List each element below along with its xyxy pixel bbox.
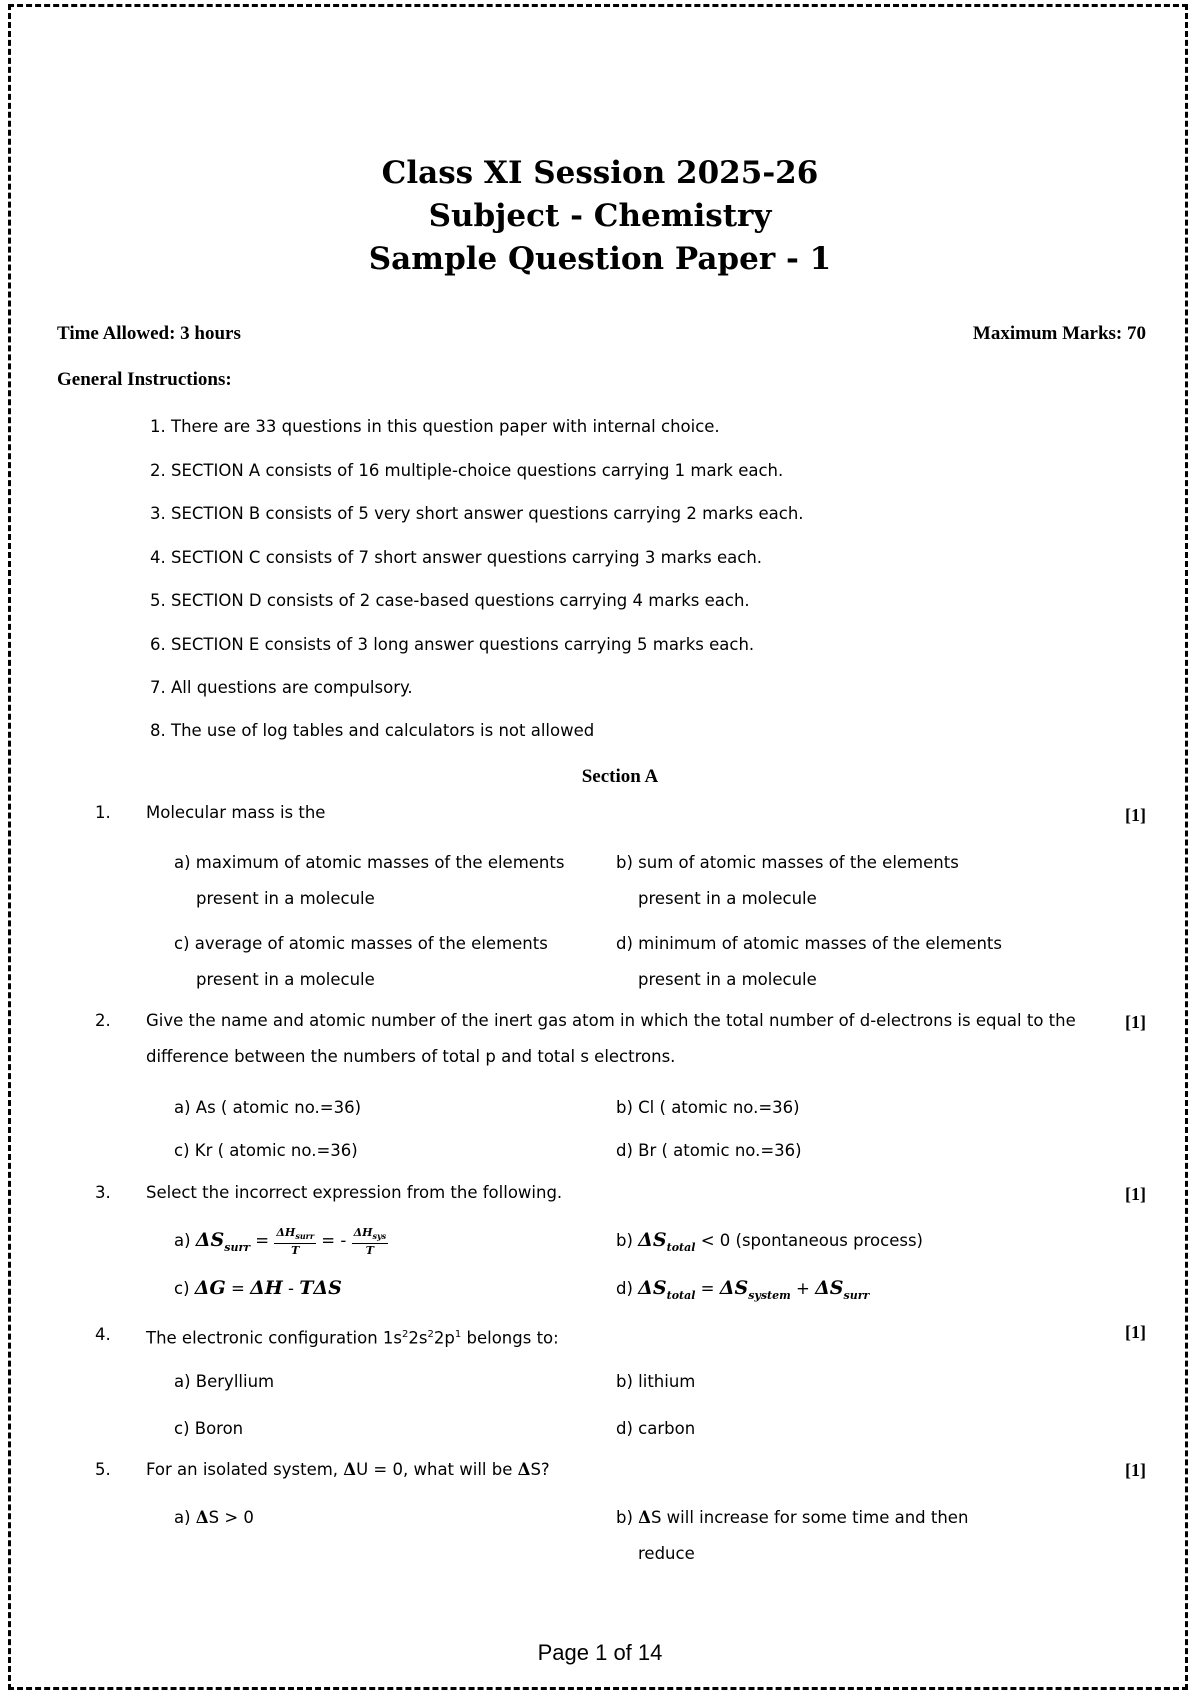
question-1-option-b: b) sum of atomic masses of the elements present in a molecule bbox=[616, 853, 959, 908]
time-allowed: Time Allowed: 3 hours bbox=[57, 323, 241, 344]
question-3-text: Select the incorrect expression from the following. bbox=[146, 1183, 563, 1202]
question-1-text: Molecular mass is the bbox=[146, 803, 326, 822]
paper-title-sample: Sample Question Paper - 1 bbox=[368, 241, 832, 277]
question-5-option-b: b) ΔS will increase for some time and then reduce bbox=[616, 1508, 969, 1563]
question-2-option-c: c) Kr ( atomic no.=36) bbox=[174, 1141, 358, 1160]
question-2-text: Give the name and atomic number of the inert gas atom in which the total number of d-electrons is equal to the difference between the numbers of total p and total s electrons. bbox=[146, 1011, 1076, 1066]
question-2-option-d: d) Br ( atomic no.=36) bbox=[616, 1141, 802, 1160]
question-2-option-b: b) Cl ( atomic no.=36) bbox=[616, 1098, 800, 1117]
question-3-number: 3. bbox=[95, 1183, 111, 1202]
question-4-option-a: a) Beryllium bbox=[174, 1372, 275, 1391]
question-5-text: For an isolated system, ΔU = 0, what will be ΔS? bbox=[146, 1460, 550, 1479]
question-1-option-a: a) maximum of atomic masses of the elements present in a molecule bbox=[174, 853, 565, 908]
question-2-mark: [1] bbox=[1125, 1012, 1146, 1032]
question-1-option-c: c) average of atomic masses of the elements present in a molecule bbox=[174, 934, 548, 989]
question-4-option-c: c) Boron bbox=[174, 1419, 244, 1438]
page-number: Page 1 of 14 bbox=[537, 1640, 663, 1665]
instruction-2: 2. SECTION A consists of 16 multiple-choice questions carrying 1 mark each. bbox=[150, 461, 784, 480]
paper-title-class: Class XI Session 2025-26 bbox=[381, 155, 819, 191]
instruction-3: 3. SECTION B consists of 5 very short answer questions carrying 2 marks each. bbox=[150, 504, 804, 523]
question-3-mark: [1] bbox=[1125, 1184, 1146, 1204]
instruction-5: 5. SECTION D consists of 2 case-based questions carrying 4 marks each. bbox=[150, 591, 750, 610]
question-4-mark: [1] bbox=[1125, 1322, 1146, 1342]
question-3-option-c: c) ΔG = ΔH - TΔS bbox=[174, 1277, 342, 1299]
question-5-mark: [1] bbox=[1125, 1460, 1146, 1480]
question-1-mark: [1] bbox=[1125, 805, 1146, 825]
instruction-4: 4. SECTION C consists of 7 short answer questions carrying 3 marks each. bbox=[150, 548, 763, 567]
maximum-marks: Maximum Marks: 70 bbox=[972, 323, 1146, 344]
question-5-option-a: a) ΔS > 0 bbox=[174, 1508, 254, 1527]
question-2-option-a: a) As ( atomic no.=36) bbox=[174, 1098, 362, 1117]
question-3-option-b: b) $\Delta S_{total} < 0$ (spontaneous process) bbox=[616, 1229, 923, 1254]
question-4-number: 4. bbox=[95, 1325, 111, 1344]
question-1-number: 1. bbox=[95, 803, 111, 822]
paper-title-subject: Subject - Chemistry bbox=[428, 198, 772, 234]
section-title: Section A bbox=[581, 766, 659, 787]
question-4-text: The electronic configuration $1s^22s^22p^1$ belongs to: bbox=[146, 1328, 559, 1348]
instruction-7: 7. All questions are compulsory. bbox=[150, 678, 413, 697]
question-4-option-b: b) lithium bbox=[616, 1372, 696, 1391]
question-3-option-a: a) $\Delta S_{surr}$ = $\frac{\Delta H_{surr}}{T}$ = - $\frac{\Delta H_{sys}}{T}$ bbox=[174, 1225, 387, 1258]
instruction-1: 1. There are 33 questions in this question paper with internal choice. bbox=[150, 417, 720, 436]
instruction-8: 8. The use of log tables and calculators is not allowed bbox=[150, 721, 595, 740]
general-instructions-title: General Instructions: bbox=[57, 369, 232, 390]
question-5-number: 5. bbox=[95, 1460, 111, 1479]
question-1-option-d: d) minimum of atomic masses of the elements present in a molecule bbox=[616, 934, 1002, 989]
question-4-option-d: d) carbon bbox=[616, 1419, 696, 1438]
instruction-6: 6. SECTION E consists of 3 long answer questions carrying 5 marks each. bbox=[150, 635, 755, 654]
question-2-number: 2. bbox=[95, 1011, 111, 1030]
question-3-option-d: d) $\Delta S_{total} = \Delta S_{system} + \Delta S_{surr}$ bbox=[616, 1277, 870, 1302]
